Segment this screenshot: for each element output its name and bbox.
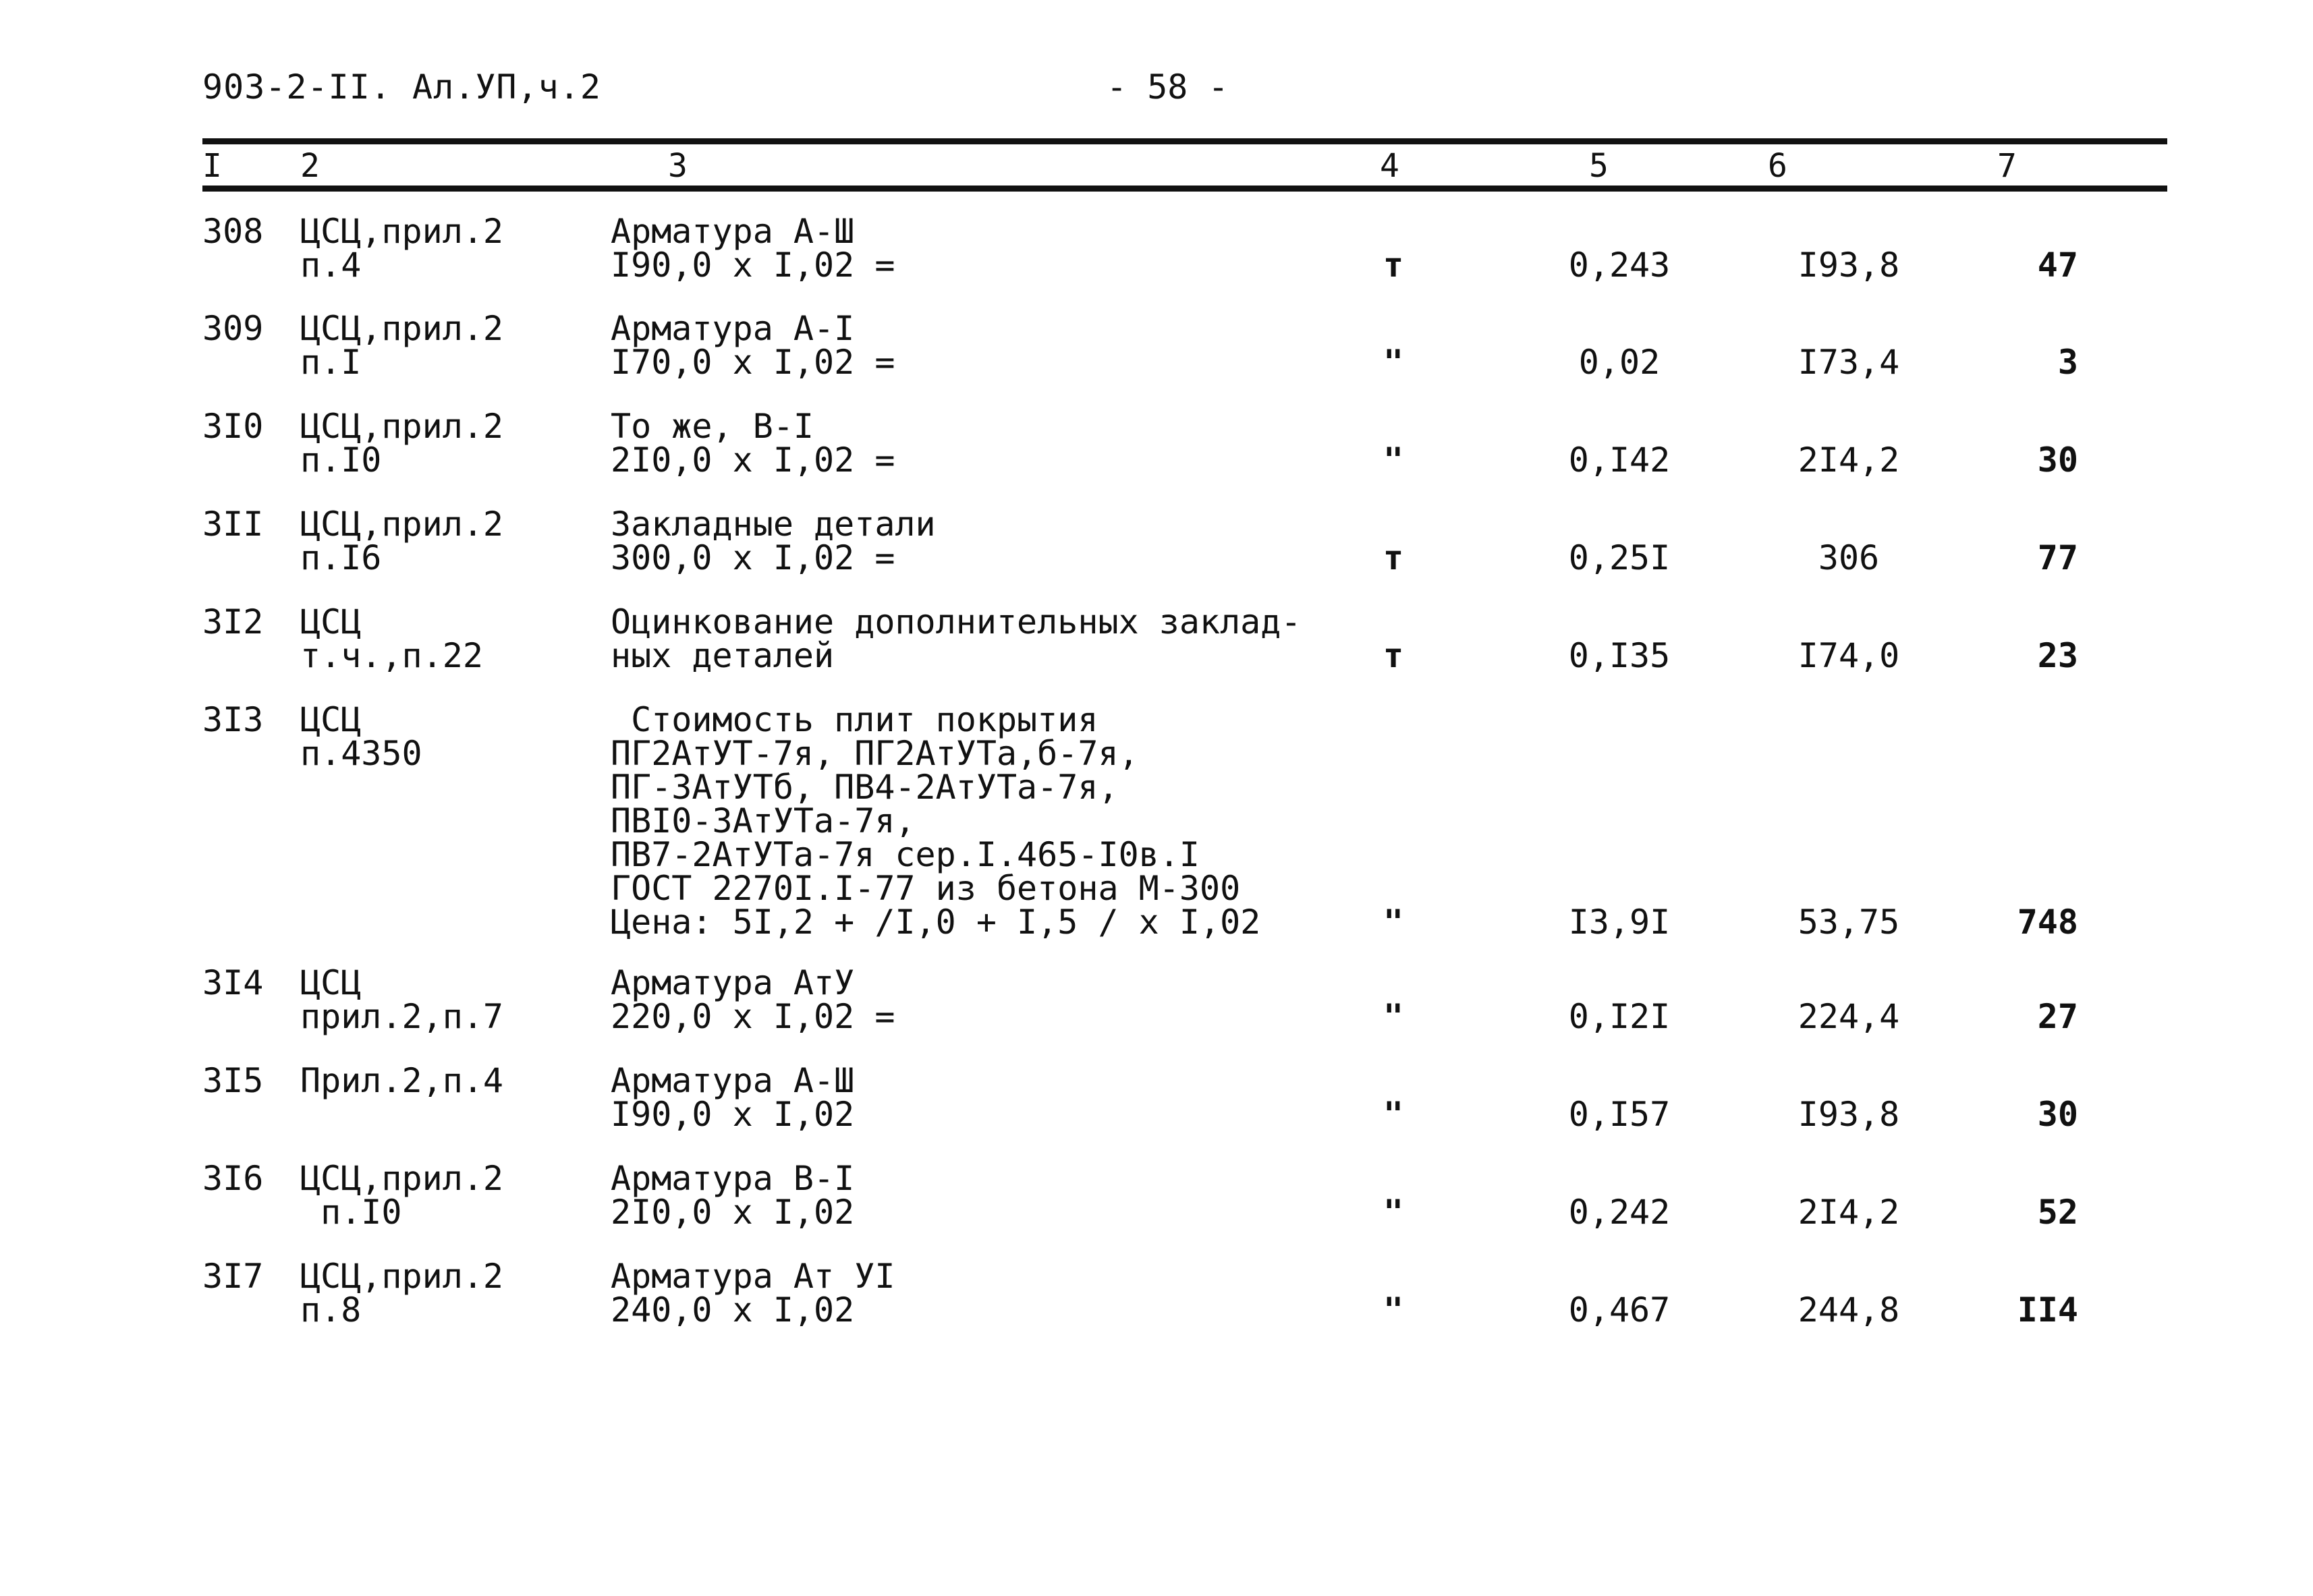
unit-of-measure: " bbox=[1383, 1095, 1404, 1134]
description-line: ГОСТ 2270I.I-77 из бетона М-300 bbox=[611, 869, 1241, 908]
quantity: 0,I42 bbox=[1568, 440, 1671, 480]
column-number-1: I bbox=[202, 147, 222, 185]
document-code: 903-2-II. Ал.УП,ч.2 bbox=[202, 67, 601, 107]
source-line: ЦСЦ,прил.2 bbox=[300, 1257, 504, 1296]
item-description bbox=[611, 1257, 895, 1330]
source-line: п.4350 bbox=[300, 734, 422, 773]
item-description bbox=[611, 212, 895, 285]
source-line: Прил.2,п.4 bbox=[300, 1061, 504, 1100]
unit-of-measure: " bbox=[1383, 440, 1404, 480]
quantity: 0,02 bbox=[1578, 343, 1661, 382]
row-number: 3I3 bbox=[202, 700, 264, 739]
total-cost: 77 bbox=[2037, 538, 2078, 577]
unit-of-measure: т bbox=[1383, 538, 1404, 577]
unit-price: 53,75 bbox=[1798, 903, 1900, 942]
row-number: 308 bbox=[202, 212, 264, 251]
quantity: 0,I57 bbox=[1568, 1095, 1671, 1134]
source-line: п.4 bbox=[300, 246, 362, 285]
description-line: Арматура А-I bbox=[611, 309, 855, 348]
source-reference bbox=[300, 212, 504, 285]
unit-price: 2I4,2 bbox=[1798, 440, 1900, 480]
row-number: 3I6 bbox=[202, 1159, 264, 1198]
source-line: ЦСЦ,прил.2 bbox=[300, 407, 504, 446]
source-reference bbox=[300, 700, 422, 773]
total-cost: II4 bbox=[2017, 1290, 2078, 1330]
unit-of-measure: т bbox=[1383, 636, 1404, 675]
unit-price: 244,8 bbox=[1798, 1290, 1900, 1330]
source-line: ЦСЦ bbox=[300, 700, 362, 739]
source-line: прил.2,п.7 bbox=[300, 997, 504, 1036]
quantity: 0,242 bbox=[1568, 1193, 1671, 1232]
description-line: 240,0 х I,02 bbox=[611, 1290, 855, 1330]
description-line: ПГ-3АтУТб, ПВ4-2АтУТа-7я, bbox=[611, 768, 1119, 807]
description-line: Оцинкование дополнительных заклад- bbox=[611, 602, 1302, 642]
unit-of-measure: " bbox=[1383, 997, 1404, 1036]
unit-of-measure: " bbox=[1383, 343, 1404, 382]
source-reference bbox=[300, 602, 483, 675]
total-cost: 30 bbox=[2037, 1095, 2078, 1134]
source-line: п.8 bbox=[300, 1290, 362, 1330]
description-line: Арматура В-I bbox=[611, 1159, 855, 1198]
row-number: 3I2 bbox=[202, 602, 264, 642]
row-number: 3I4 bbox=[202, 963, 264, 1002]
description-line: Арматура Ат УI bbox=[611, 1257, 895, 1296]
source-reference bbox=[300, 1257, 504, 1330]
unit-price: 2I4,2 bbox=[1798, 1193, 1900, 1232]
unit-of-measure: " bbox=[1383, 903, 1404, 942]
description-line: I90,0 х I,02 = bbox=[611, 246, 895, 285]
column-number-6: 6 bbox=[1768, 147, 1787, 185]
source-reference bbox=[300, 1159, 504, 1232]
source-line: п.I6 bbox=[300, 538, 382, 577]
total-cost: 30 bbox=[2037, 440, 2078, 480]
item-description bbox=[611, 507, 936, 575]
source-reference bbox=[300, 309, 504, 382]
source-reference bbox=[300, 1061, 504, 1100]
quantity: 0,25I bbox=[1568, 538, 1671, 577]
source-line: т.ч.,п.22 bbox=[300, 636, 483, 675]
column-number-5: 5 bbox=[1589, 147, 1609, 185]
quantity: I3,9I bbox=[1568, 903, 1671, 942]
source-line: п.I bbox=[300, 343, 362, 382]
unit-price: I73,4 bbox=[1798, 343, 1900, 382]
quantity: 0,I2I bbox=[1568, 997, 1671, 1036]
description-line: 300,0 х I,02 = bbox=[611, 538, 895, 577]
source-line: п.I0 bbox=[300, 440, 382, 480]
description-line: Стоимость плит покрытия bbox=[611, 700, 1098, 739]
unit-of-measure: " bbox=[1383, 1290, 1404, 1330]
unit-of-measure: т bbox=[1383, 246, 1404, 285]
item-description bbox=[611, 1159, 855, 1232]
total-cost: 47 bbox=[2037, 246, 2078, 285]
unit-price: I74,0 bbox=[1798, 636, 1900, 675]
description-line: Арматура А-Ш bbox=[611, 212, 855, 251]
description-line: 2I0,0 х I,02 = bbox=[611, 440, 895, 480]
row-number: 3I7 bbox=[202, 1257, 264, 1296]
row-number: 3I5 bbox=[202, 1061, 264, 1100]
description-line: Закладные детали bbox=[611, 505, 936, 544]
row-number: 3I0 bbox=[202, 407, 264, 446]
source-reference bbox=[300, 963, 504, 1036]
quantity: 0,243 bbox=[1568, 246, 1671, 285]
unit-of-measure: " bbox=[1383, 1193, 1404, 1232]
description-line: ных деталей bbox=[611, 636, 835, 675]
description-line: ПВ7-2АтУТа-7я сер.I.465-I0в.I bbox=[611, 835, 1200, 874]
description-line: Арматура АтУ bbox=[611, 963, 855, 1002]
source-line: ЦСЦ,прил.2 bbox=[300, 1159, 504, 1198]
unit-price: I93,8 bbox=[1798, 246, 1900, 285]
source-line: ЦСЦ,прил.2 bbox=[300, 212, 504, 251]
column-number-7: 7 bbox=[1997, 147, 2017, 185]
total-cost: 27 bbox=[2037, 997, 2078, 1036]
unit-price: 306 bbox=[1818, 538, 1880, 577]
row-number: 309 bbox=[202, 309, 264, 348]
quantity: 0,I35 bbox=[1568, 636, 1671, 675]
item-description bbox=[611, 602, 1302, 675]
total-cost: 3 bbox=[2057, 343, 2078, 382]
unit-price: 224,4 bbox=[1798, 997, 1900, 1036]
column-number-4: 4 bbox=[1380, 147, 1399, 185]
source-line: ЦСЦ,прил.2 bbox=[300, 505, 504, 544]
description-line: Цена: 5I,2 + /I,0 + I,5 / х I,02 bbox=[611, 903, 1261, 942]
total-cost: 23 bbox=[2037, 636, 2078, 675]
page-number: - 58 - bbox=[1107, 67, 1229, 107]
description-line: ПГ2АтУТ-7я, ПГ2АтУТа,б-7я, bbox=[611, 734, 1139, 773]
unit-price: I93,8 bbox=[1798, 1095, 1900, 1134]
item-description bbox=[611, 963, 895, 1036]
row-number: 3II bbox=[202, 505, 264, 544]
description-line: То же, В-I bbox=[611, 407, 814, 446]
source-line: ЦСЦ bbox=[300, 963, 362, 1002]
column-number-3: 3 bbox=[668, 147, 688, 185]
table-top-rule bbox=[202, 138, 2167, 144]
total-cost: 748 bbox=[2017, 903, 2078, 942]
description-line: Арматура А-Ш bbox=[611, 1061, 855, 1100]
item-description bbox=[611, 700, 1261, 942]
item-description bbox=[611, 1061, 855, 1134]
source-reference bbox=[300, 507, 503, 575]
source-line: ЦСЦ,прил.2 bbox=[300, 309, 504, 348]
column-number-2: 2 bbox=[300, 147, 320, 185]
table-header-rule bbox=[202, 186, 2167, 192]
description-line: I70,0 х I,02 = bbox=[611, 343, 895, 382]
description-line: 220,0 х I,02 = bbox=[611, 997, 895, 1036]
item-description bbox=[611, 309, 895, 382]
description-line: 2I0,0 х I,02 bbox=[611, 1193, 855, 1232]
description-line: ПВI0-3АтУТа-7я, bbox=[611, 801, 916, 840]
description-line: I90,0 х I,02 bbox=[611, 1095, 855, 1134]
quantity: 0,467 bbox=[1568, 1290, 1671, 1330]
source-line: ЦСЦ bbox=[300, 602, 362, 642]
source-line: п.I0 bbox=[300, 1193, 402, 1232]
total-cost: 52 bbox=[2037, 1193, 2078, 1232]
item-description bbox=[611, 407, 895, 480]
source-reference bbox=[300, 407, 504, 480]
